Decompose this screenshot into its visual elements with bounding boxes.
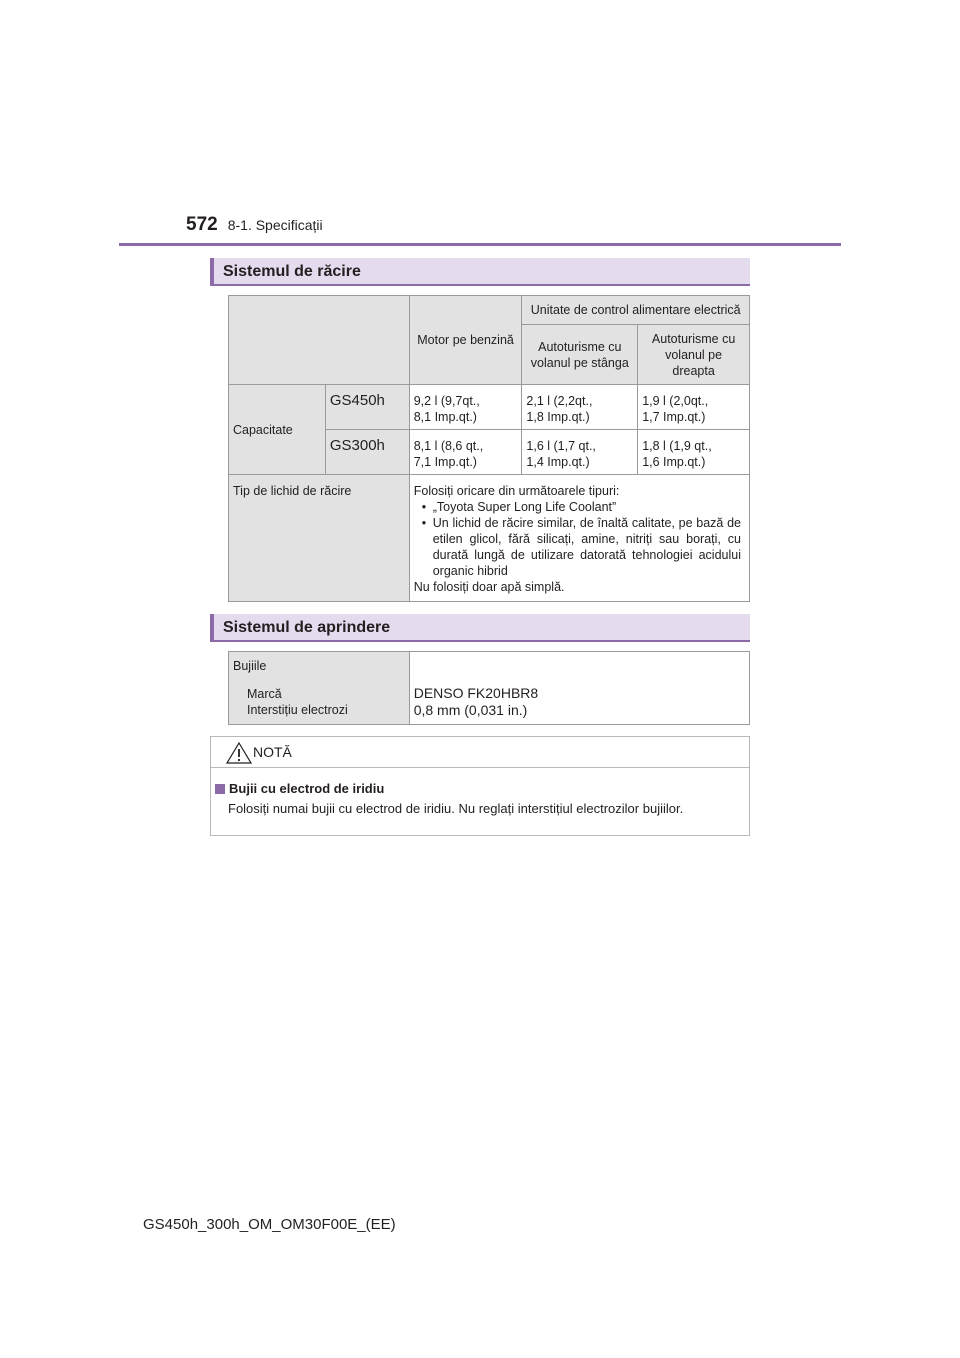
- table-row: [229, 385, 750, 430]
- list-item: • Un lichid de răcire similar, de înaltă calitate, pe bază de etilen glicol, fără silicați, amine, nitriți sau borați, cu durată lungă de utilizare datorată tehnologiei acidului organic hibrid: [422, 515, 741, 579]
- cooling-section-title: Sistemul de răcire: [210, 258, 750, 286]
- spark-plug-label: Bujiile: [233, 659, 267, 673]
- footer-doc-code: GS450h_300h_OM_OM30F00E_(EE): [143, 1216, 396, 1233]
- col-header-lhd: Autoturisme cu volanul pe stânga: [522, 325, 638, 385]
- spark-plug-value-cell: [409, 652, 749, 725]
- note-box: [210, 736, 750, 836]
- capacity-rhd-gs450h: 1,9 l (2,0qt., 1,7 Imp.qt.): [638, 385, 750, 430]
- note-subtitle: [215, 781, 384, 796]
- note-header: [211, 737, 749, 768]
- capacity-lhd-gs450h: 2,1 l (2,2qt., 1,8 Imp.qt.): [522, 385, 638, 430]
- coolant-note: Nu folosiți doar apă simplă.: [413, 580, 565, 594]
- capacity-rhd-gs300h: 1,8 l (1,9 qt., 1,6 Imp.qt.): [638, 430, 750, 475]
- section-path: 8-1. Specificații: [227, 217, 323, 233]
- model-gs300h: GS300h: [325, 430, 409, 475]
- note-text: Folosiți numai bujii cu electrod de iridiu. Nu reglați interstițiul electrozilor bujiilor.: [228, 801, 684, 816]
- capacity-motor-gs300h: 8,1 l (8,6 qt., 7,1 Imp.qt.): [409, 430, 522, 475]
- coolant-intro: Folosiți oricare din următoarele tipuri:: [413, 484, 620, 498]
- capacity-motor-gs450h: 9,2 l (9,7qt., 8,1 Imp.qt.): [409, 385, 522, 430]
- ignition-section-title: Sistemul de aprindere: [210, 614, 750, 642]
- note-title: NOTĂ: [253, 744, 292, 760]
- coolant-type-value: [409, 475, 749, 602]
- coolant-type-label: Tip de lichid de răcire: [229, 475, 410, 602]
- page-number: 572: [186, 214, 218, 235]
- capacity-label: Capacitate: [229, 385, 326, 475]
- table-corner-cell: [229, 296, 410, 385]
- col-header-pcu: Unitate de control alimentare electrică: [522, 296, 750, 325]
- model-gs450h: GS450h: [325, 385, 409, 430]
- coolant-list: [414, 499, 741, 579]
- gap-value: 0,8 mm (0,031 in.): [413, 702, 528, 718]
- col-header-rhd: Autoturisme cu volanul pe dreapta: [638, 325, 750, 385]
- list-item: • „Toyota Super Long Life Coolant”: [422, 499, 741, 515]
- note-subtitle-text: Bujii cu electrod de iridiu: [229, 781, 385, 796]
- warning-icon: [226, 742, 252, 764]
- table-row: [229, 475, 750, 602]
- page-header: [186, 214, 323, 236]
- capacity-lhd-gs300h: 1,6 l (1,7 qt., 1,4 Imp.qt.): [522, 430, 638, 475]
- brand-value: DENSO FK20HBR8: [413, 685, 539, 701]
- cooling-spec-table: [228, 295, 750, 602]
- ignition-spec-table: [228, 651, 750, 725]
- gap-label: Interstițiu electrozi: [247, 703, 348, 717]
- spark-plug-label-cell: [229, 652, 410, 725]
- col-header-motor: Motor pe benzină: [409, 296, 522, 385]
- square-bullet-icon: [215, 784, 225, 794]
- header-rule: [119, 243, 841, 246]
- brand-label: Marcă: [247, 687, 282, 701]
